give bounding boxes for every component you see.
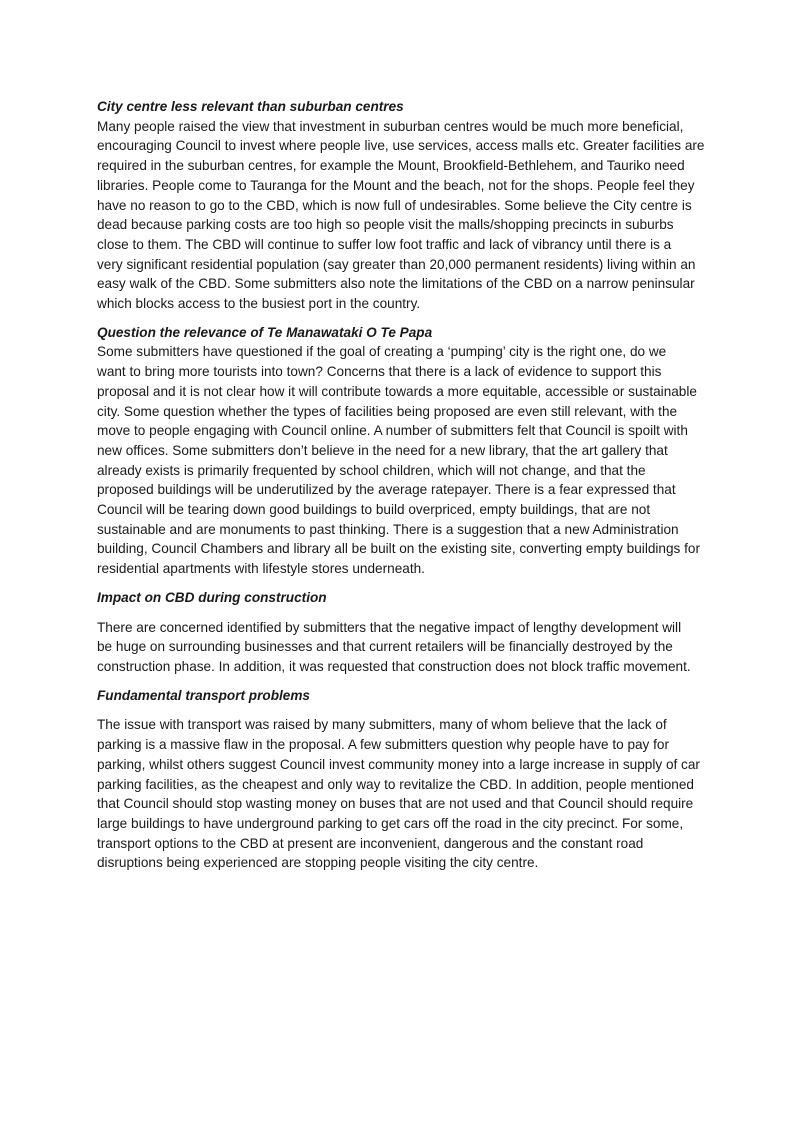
section-heading: City centre less relevant than suburban centres [97,99,404,114]
text-line: which blocks access to the busiest port in the country. [97,296,421,312]
text-line: disruptions being experienced are stopping people visiting the city centre. [97,855,539,871]
text-line: Council will be tearing down good buildings to build overpriced, empty buildings, that are not [97,502,651,518]
text-line: new offices. Some submitters don’t believe in the need for a new library, that the art gallery that [97,442,668,458]
text-line: construction phase. In addition, it was requested that construction does not block traffic movement. [97,658,691,674]
text-line: proposed buildings will be underutilized by the average ratepayer. There is a fear expressed that [97,482,676,498]
text-line: very significant residential population (say greater than 20,000 permanent residents) living within an [97,256,696,272]
text-line: The issue with transport was raised by many submitters, many of whom believe that the lack of [97,717,667,733]
text-line: close to them. The CBD will continue to suffer low foot traffic and lack of vibrancy until there is a [97,236,672,252]
text-line: required in the suburban centres, for example the Mount, Brookfield-Bethlehem, and Tauriko need [97,158,685,174]
text-line: move to people engaging with Council online. A number of submitters felt that Council is spoilt with [97,423,688,439]
text-line: city. Some question whether the types of facilities being proposed are even still relevant, with the [97,403,678,419]
section-transport [97,686,717,873]
text-line: be huge on surrounding businesses and that current retailers will be financially destroyed by the [97,639,673,655]
section-city-centre [97,97,717,314]
text-line: want to bring more tourists into town? Concerns that there is a lack of evidence to support this [97,364,662,380]
text-line: have no reason to go to the CBD, which is now full of undesirables. Some believe the City centre is [97,197,692,213]
text-line: transport options to the CBD at present are inconvenient, dangerous and the constant road [97,835,644,851]
text-line: Many people raised the view that investment in suburban centres would be much more beneficial, [97,118,684,134]
text-line: There are concerned identified by submitters that the negative impact of lengthy development will [97,619,682,635]
text-line: building, Council Chambers and library all be built on the existing site, converting empty buildings for [97,541,700,557]
section-heading: Question the relevance of Te Manawataki O Te Papa [97,324,433,340]
section-paragraph [97,117,717,314]
text-line: easy walk of the CBD. Some submitters also note the limitations of the CBD on a narrow peninsular [97,276,695,292]
section-heading: Fundamental transport problems [97,687,310,703]
section-construction-impact [97,588,717,677]
text-line: Some submitters have questioned if the goal of creating a ‘pumping’ city is the right one, do we [97,344,667,360]
text-line: that Council should stop wasting money on buses that are not used and that Council should require [97,796,694,812]
section-paragraph [97,618,717,677]
section-heading: Impact on CBD during construction [97,589,327,605]
section-paragraph [97,342,717,578]
text-line: libraries. People come to Tauranga for the Mount and the beach, not for the shops. People feel they [97,177,695,193]
text-line: parking is a massive flaw in the proposal. A few submitters question why people have to pay for [97,737,669,753]
text-line: residential apartments with lifestyle stores underneath. [97,561,425,577]
section-relevance [97,323,717,579]
text-line: already exists is primarily frequented by school children, which will not change, and that the [97,462,646,478]
text-line: sustainable and are monuments to past thinking. There is a suggestion that a new Administration [97,521,679,537]
text-line: parking facilities, as the cheapest and only way to revitalize the CBD. In addition, people mentioned [97,776,694,792]
document-page [97,97,717,873]
text-line: parking, whilst others suggest Council invest community money into a large increase in supply of car [97,756,700,772]
section-paragraph [97,715,717,873]
text-line: dead because parking costs are too high so people visit the malls/shopping precincts in suburbs [97,217,674,233]
text-line: large buildings to have underground parking to get cars off the road in the city precinct. For some, [97,815,684,831]
text-line: proposal and it is not clear how it will contribute towards a more equitable, accessible or sustainable [97,383,697,399]
text-line: encouraging Council to invest where people live, use services, access malls etc. Greater facilities are [97,138,705,154]
